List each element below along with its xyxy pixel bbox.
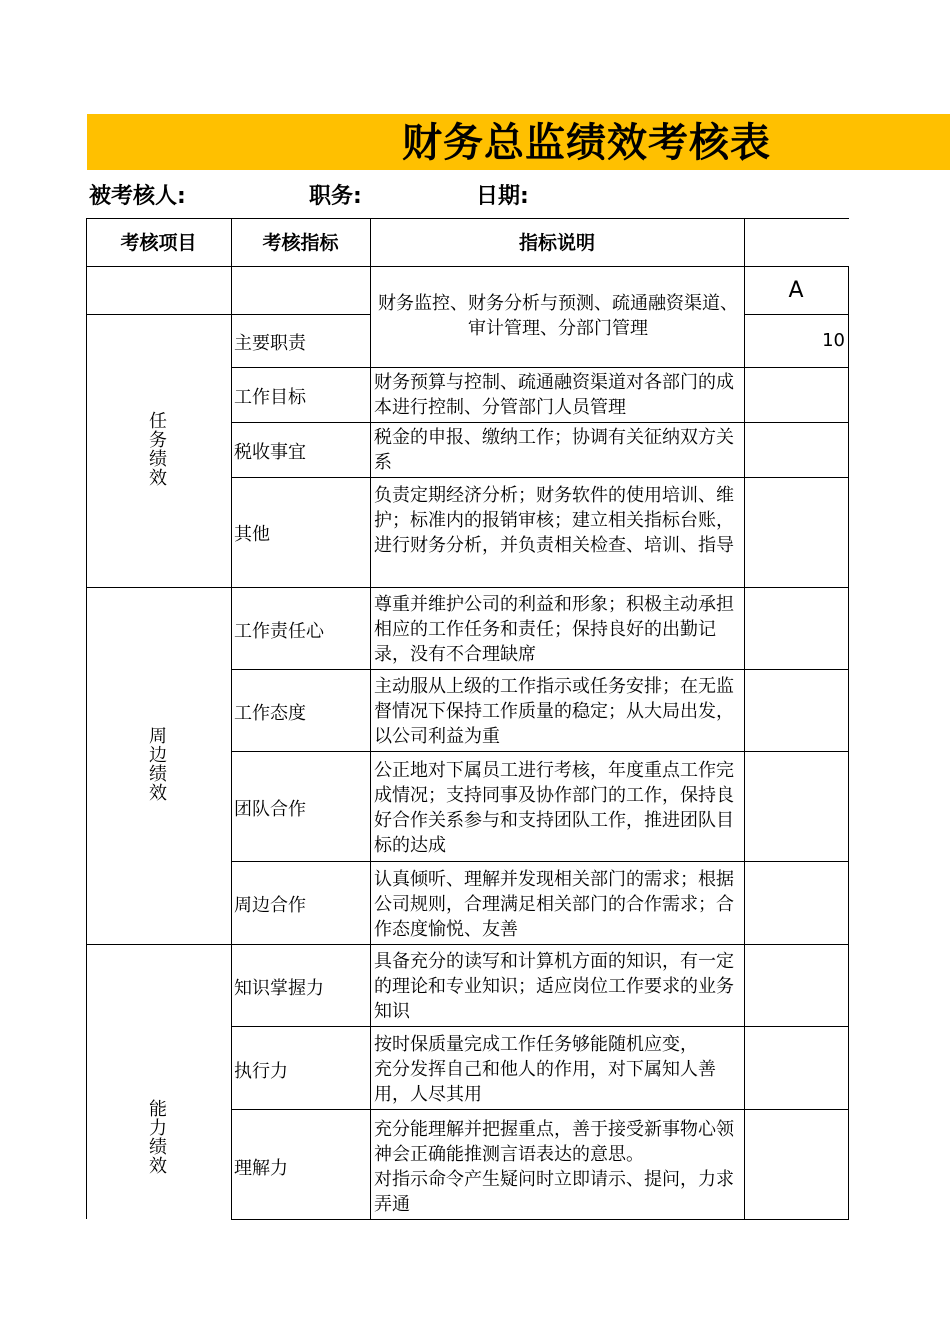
header-description: 指标说明 bbox=[518, 232, 595, 254]
description-execution bbox=[374, 1032, 742, 1107]
description-execution-line-1: 按时保质量完成工作任务够能随机应变， bbox=[374, 1034, 698, 1055]
examinee-label: 被考核人: bbox=[89, 184, 186, 209]
description-knowledge: 具备充分的读写和计算机方面的知识，有一定的理论和专业知识；适应岗位工作要求的业务知识 bbox=[374, 951, 734, 1022]
group-label-ability: 能力绩效 bbox=[149, 1099, 167, 1177]
description-responsibility: 尊重并维护公司的利益和形象；积极主动承担相应的工作任务和责任；保持良好的出勤记录，没有不合理缺席 bbox=[374, 594, 734, 665]
indicator-other: 其他 bbox=[234, 524, 270, 545]
grade-header: A bbox=[788, 278, 804, 303]
group-label-peripheral: 周边绩效 bbox=[149, 726, 167, 804]
header-category: 考核项目 bbox=[120, 232, 197, 254]
date-label: 日期: bbox=[476, 184, 529, 209]
description-other: 负责定期经济分析；财务软件的使用培训、维护；标准内的报销审核；建立相关指标台账，进行财务分析，并负责相关检查、培训、指导 bbox=[374, 485, 734, 556]
description-comprehension-line-1: 充分能理解并把握重点，善于接受新事物心领神会正确能推测言语表达的意思。 bbox=[374, 1119, 734, 1165]
indicator-tax-affairs: 税收事宜 bbox=[234, 442, 306, 463]
position-label: 职务: bbox=[309, 184, 362, 209]
title-bar bbox=[87, 114, 950, 170]
description-work-goal: 财务预算与控制、疏通融资渠道对各部门的成本进行控制、分管部门人员管理 bbox=[374, 372, 734, 418]
page-title: 财务总监绩效考核表 bbox=[402, 120, 771, 166]
description-execution-line-2: 充分发挥自己和他人的作用，对下属知人善用，人尽其用 bbox=[374, 1059, 716, 1105]
indicator-main-duty: 主要职责 bbox=[234, 333, 306, 354]
indicator-comprehension: 理解力 bbox=[234, 1158, 288, 1179]
indicator-execution: 执行力 bbox=[234, 1061, 288, 1082]
indicator-knowledge: 知识掌握力 bbox=[234, 978, 324, 999]
description-attitude: 主动服从上级的工作指示或任务安排；在无监督情况下保持工作质量的稳定；从大局出发，以公司利益为重 bbox=[374, 676, 734, 747]
description-main-duty: 财务监控、财务分析与预测、疏通融资渠道、审计管理、分部门管理 bbox=[378, 293, 738, 339]
description-cooperation: 认真倾听、理解并发现相关部门的需求；根据公司规则，合理满足相关部门的合作需求；合作态度愉悦、友善 bbox=[374, 869, 734, 940]
indicator-attitude: 工作态度 bbox=[234, 703, 306, 724]
indicator-cooperation: 周边合作 bbox=[234, 895, 306, 916]
description-comprehension bbox=[374, 1117, 742, 1217]
description-comprehension-line-2: 对指示命令产生疑问时立即请示、提问，力求弄通 bbox=[374, 1169, 734, 1215]
indicator-responsibility: 工作责任心 bbox=[234, 621, 324, 642]
description-tax-affairs: 税金的申报、缴纳工作；协调有关征纳双方关系 bbox=[374, 427, 734, 473]
indicator-teamwork: 团队合作 bbox=[234, 799, 306, 820]
indicator-work-goal: 工作目标 bbox=[234, 387, 306, 408]
group-label-task: 任务绩效 bbox=[149, 411, 167, 489]
description-teamwork: 公正地对下属员工进行考核，年度重点工作完成情况；支持同事及协作部门的工作，保持良好合作关系参与和支持团队工作，推进团队目标的达成 bbox=[374, 760, 734, 856]
header-indicator: 考核指标 bbox=[262, 232, 339, 254]
score-value: 10 bbox=[822, 330, 845, 351]
